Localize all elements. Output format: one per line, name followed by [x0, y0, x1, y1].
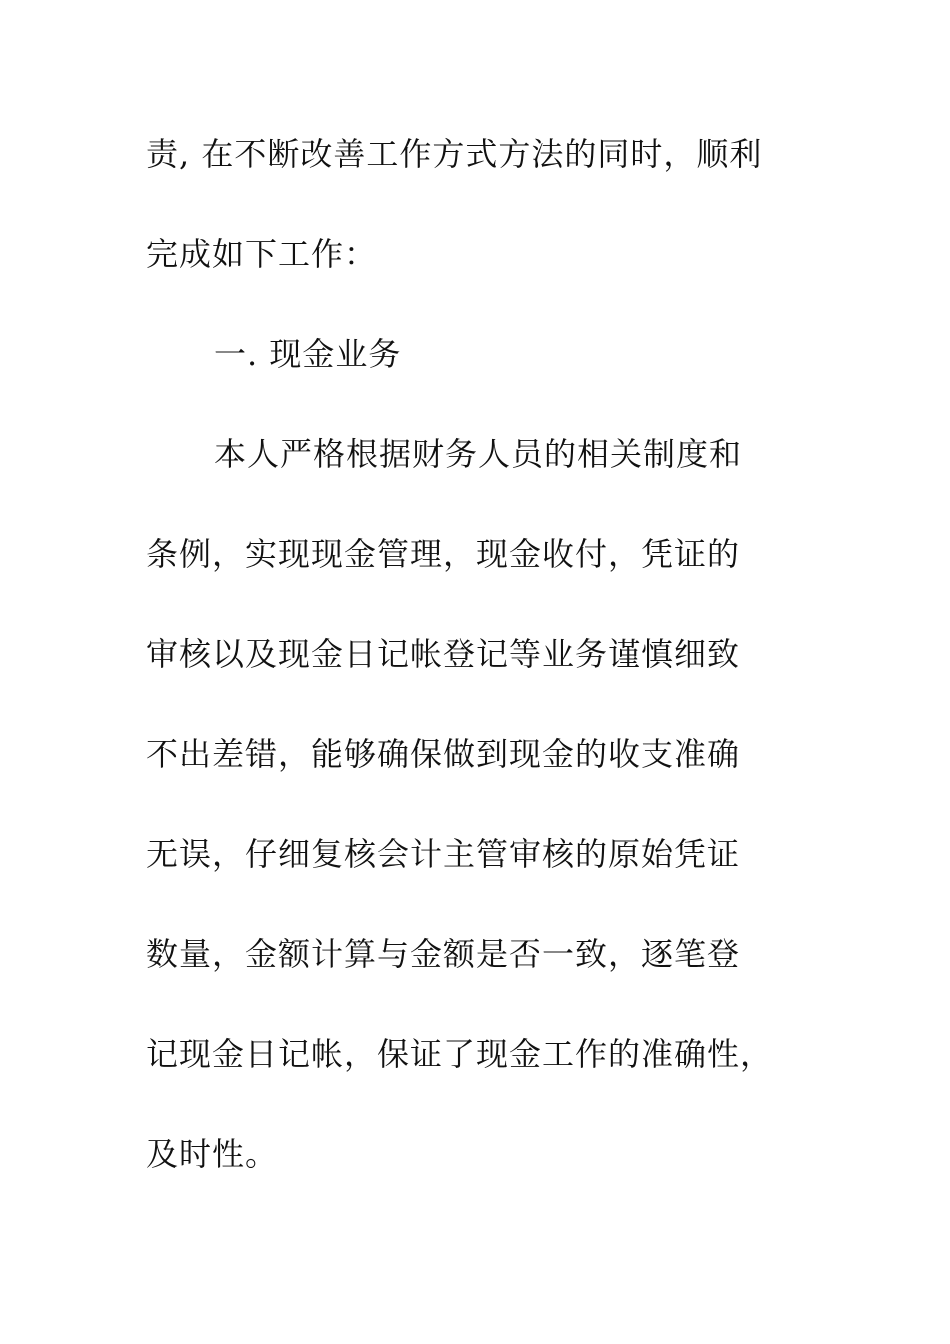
body-text-line: 记现金日记帐，保证了现金工作的准确性，	[146, 1035, 774, 1073]
body-text-line: 不出差错，能够确保做到现金的收支准确	[146, 735, 741, 773]
body-text-line: 无误，仔细复核会计主管审核的原始凭证	[146, 835, 741, 873]
body-text-line: 完成如下工作：	[146, 235, 378, 273]
body-text-line: 及时性。	[146, 1135, 279, 1173]
body-text-line: 条例，实现现金管理，现金收付，凭证的	[146, 535, 741, 573]
paragraph-first-line: 本人严格根据财务人员的相关制度和	[214, 435, 743, 473]
body-text-line: 责, 在不断改善工作方式方法的同时，顺利	[146, 135, 763, 173]
section-heading: 一. 现金业务	[214, 335, 402, 373]
body-text-line: 审核以及现金日记帐登记等业务谨慎细致	[146, 635, 741, 673]
body-text-line: 数量，金额计算与金额是否一致，逐笔登	[146, 935, 741, 973]
